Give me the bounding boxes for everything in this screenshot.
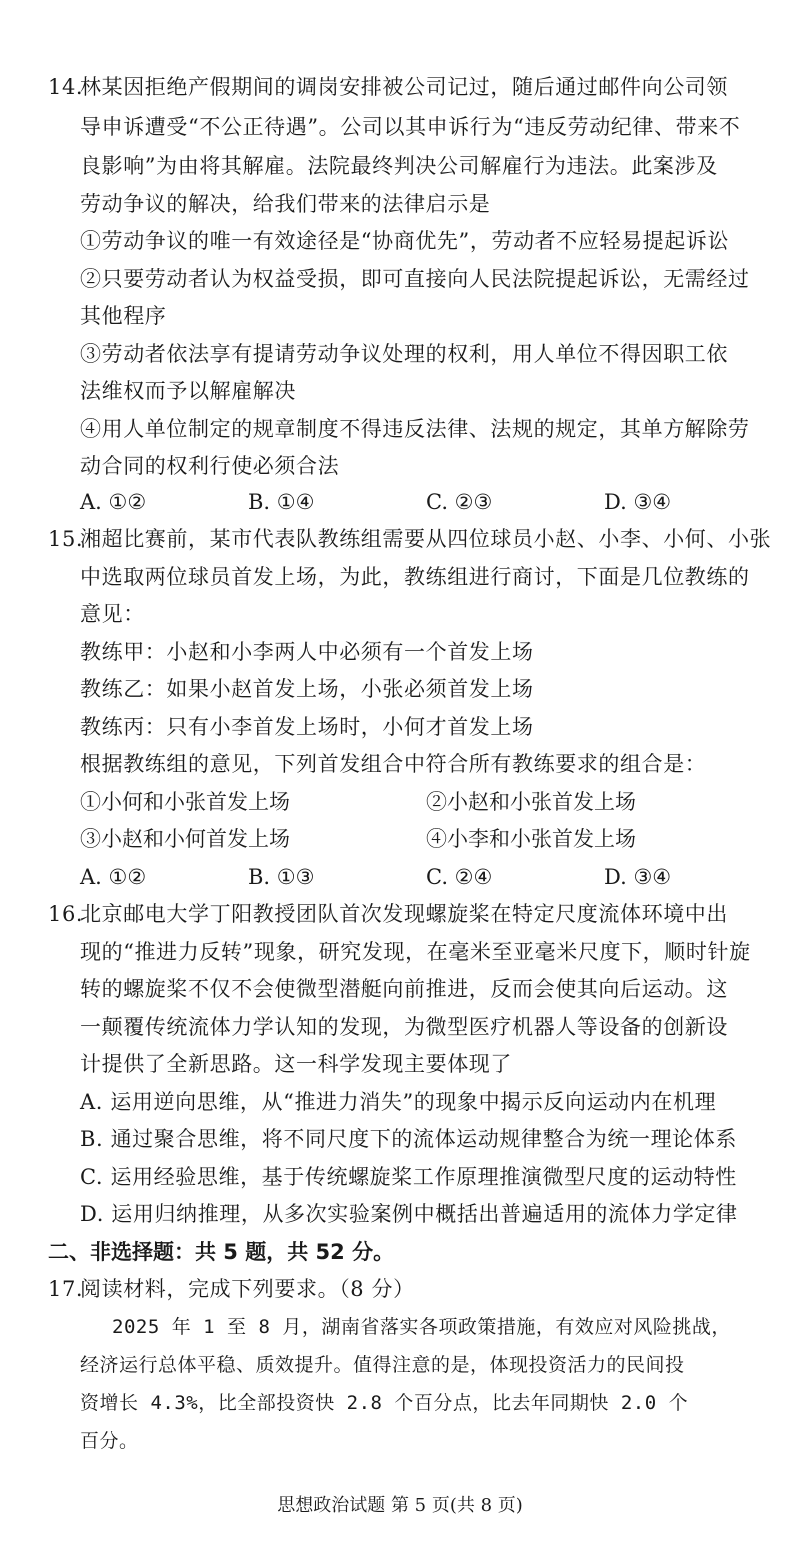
q16-line-2: 现的“推进力反转”现象，研究发现，在毫米至亚毫米尺度下，顺时针旋: [80, 940, 751, 964]
q17-line-1: 17.阅读材料，完成下列要求。（8 分）: [48, 1272, 415, 1306]
q17-passage-line-4: 百分。: [80, 1430, 139, 1452]
q14-statement-2: ②只要劳动者认为权益受损，即可直接向人民法院提起诉讼，无需经过: [80, 267, 750, 291]
q15-number: 15.: [48, 527, 84, 551]
q15-combo-4: ④小李和小张首发上场: [426, 827, 636, 851]
q16-line-3: 转的螺旋桨不仅不会使微型潜艇向前推进，反而会使其向后运动。这: [80, 977, 728, 1001]
q15-combos-row-2: [80, 822, 760, 856]
q15-option-c[interactable]: C. ②④: [426, 865, 493, 889]
q16-option-b[interactable]: B. 通过聚合思维，将不同尺度下的流体运动规律整合为统一理论体系: [80, 1127, 737, 1151]
q15-option-d[interactable]: D. ③④: [604, 865, 672, 889]
q15-option-a[interactable]: A. ①②: [80, 865, 147, 889]
q16-option-d[interactable]: D. 运用归纳推理，从多次实验案例中概括出普遍适用的流体力学定律: [80, 1202, 738, 1226]
q14-option-c[interactable]: C. ②③: [426, 490, 493, 514]
q15-coach-b: 教练乙：如果小赵首发上场，小张必须首发上场: [80, 677, 534, 701]
q15-question: 根据教练组的意见，下列首发组合中符合所有教练要求的组合是：: [80, 752, 707, 776]
q14-number: 14.: [48, 75, 84, 99]
q14-option-b[interactable]: B. ①④: [248, 490, 315, 514]
q14-options: [80, 485, 760, 519]
q14-line-3: 良影响”为由将其解雇。法院最终判决公司解雇行为违法。此案涉及: [80, 154, 718, 178]
q16-line-1: 16.北京邮电大学丁阳教授团队首次发现螺旋桨在特定尺度流体环境中出: [48, 897, 728, 931]
q17-passage-line-3: 资增长 4.3%，比全部投资快 2.8 个百分点，比去年同期快 2.0 个: [80, 1392, 689, 1414]
section-title: 二、非选择题：共 5 题，共 52 分。: [48, 1240, 395, 1264]
q16-line-4: 一颠覆传统流体力学认知的发现，为微型医疗机器人等设备的创新设: [80, 1015, 728, 1039]
q14-statement-3-cont: 法维权而予以解雇解决: [80, 379, 296, 403]
q17-passage-line-2: 经济运行总体平稳、质效提升。值得注意的是，体现投资活力的民间投: [80, 1354, 685, 1376]
q16-option-c[interactable]: C. 运用经验思维，基于传统螺旋桨工作原理推演微型尺度的运动特性: [80, 1165, 737, 1189]
q14-statement-4-cont: 动合同的权利行使必须合法: [80, 454, 340, 478]
q14-option-d[interactable]: D. ③④: [604, 490, 672, 514]
q16-option-a[interactable]: A. 运用逆向思维，从“推进力消失”的现象中揭示反向运动内在机理: [80, 1090, 717, 1114]
q14-line-1: 14.林某因拒绝产假期间的调岗安排被公司记过，随后通过邮件向公司领: [48, 70, 728, 104]
q15-coach-c: 教练丙：只有小李首发上场时，小何才首发上场: [80, 715, 534, 739]
q15-combo-3: ③小赵和小何首发上场: [80, 827, 290, 851]
q15-combos-row-1: [80, 785, 760, 819]
q14-statement-4: ④用人单位制定的规章制度不得违反法律、法规的规定，其单方解除劳: [80, 417, 750, 441]
q16-number: 16.: [48, 902, 84, 926]
q14-line-4: 劳动争议的解决，给我们带来的法律启示是: [80, 192, 491, 216]
page-footer: 思想政治试题 第 5 页(共 8 页): [277, 1495, 523, 1516]
q14-statement-3: ③劳动者依法享有提请劳动争议处理的权利，用人单位不得因职工依: [80, 342, 728, 366]
q17-passage-line-1: 2025 年 1 至 8 月，湖南省落实各项政策措施，有效应对风险挑战，: [112, 1316, 731, 1338]
q15-line-2: 中选取两位球员首发上场，为此，教练组进行商讨，下面是几位教练的: [80, 565, 750, 589]
q15-options: [80, 860, 760, 894]
q15-combo-1: ①小何和小张首发上场: [80, 790, 290, 814]
q15-option-b[interactable]: B. ①③: [248, 865, 315, 889]
q14-line-2: 导申诉遭受“不公正待遇”。公司以其申诉行为“违反劳动纪律、带来不: [80, 115, 741, 139]
q15-combo-2: ②小赵和小张首发上场: [426, 790, 636, 814]
q15-line-1: 15.湘超比赛前，某市代表队教练组需要从四位球员小赵、小李、小何、小张: [48, 522, 771, 556]
q17-number: 17.: [48, 1277, 84, 1301]
q14-statement-2-cont: 其他程序: [80, 304, 167, 328]
q14-statement-1: ①劳动争议的唯一有效途径是“协商优先”，劳动者不应轻易提起诉讼: [80, 229, 730, 253]
q14-option-a[interactable]: A. ①②: [80, 490, 147, 514]
q16-line-5: 计提供了全新思路。这一科学发现主要体现了: [80, 1052, 512, 1076]
q15-coach-a: 教练甲：小赵和小李两人中必须有一个首发上场: [80, 640, 534, 664]
q15-line-3: 意见：: [80, 602, 145, 626]
